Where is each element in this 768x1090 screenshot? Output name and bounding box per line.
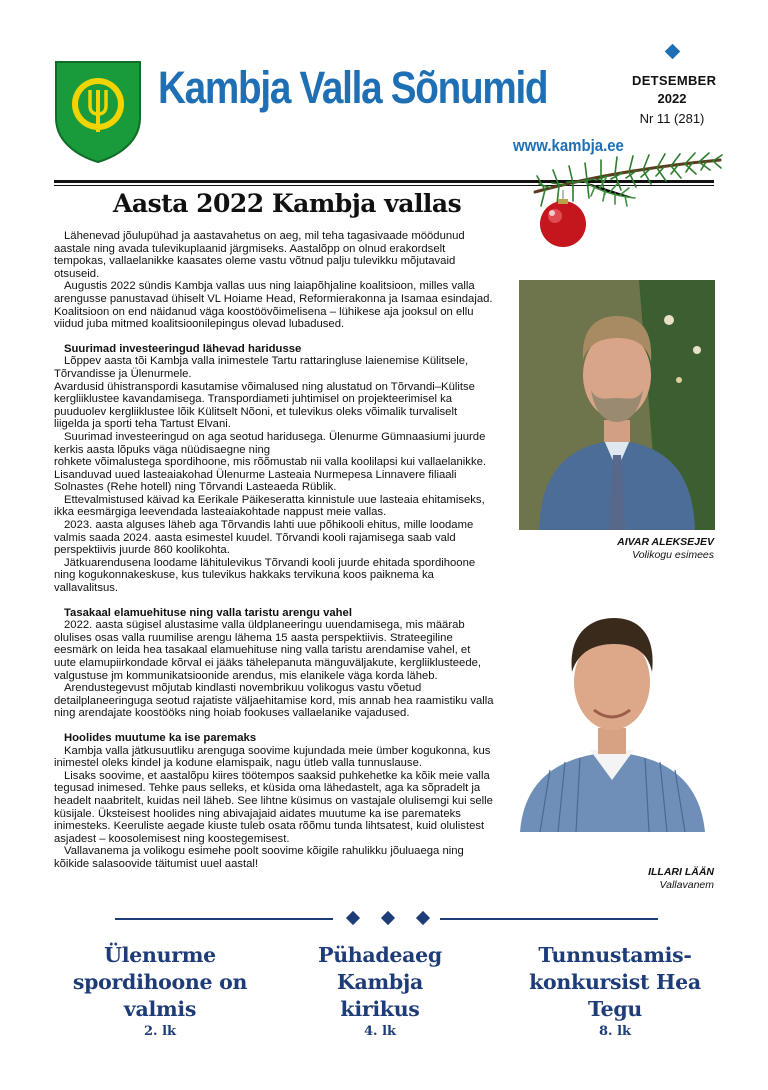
- teaser-page-ref: 8. lk: [598, 1024, 632, 1039]
- photo-caption: [648, 866, 714, 892]
- teaser-title-line: Tegu: [588, 997, 642, 1021]
- teaser-award[interactable]: [515, 942, 715, 1039]
- article-headline: Aasta 2022 Kambja vallas: [113, 189, 462, 218]
- article-paragraph: rohkete võimalustega spordihoone, mis rõõmustab nii valla koolilapsi kui vallaelanikke. Lisanduvad uued lasteaiakohad Ülenurme Lasteaia Nurmepesa Linnavere filiaali Solnastes (Rehe hotell) ning Tõrvandi Lasteaeda Rüblik.: [54, 456, 487, 494]
- article-body: [54, 230, 494, 871]
- diamond-ornament: [346, 911, 360, 925]
- photo-caption: [617, 536, 714, 562]
- teaser-sports-hall[interactable]: [62, 942, 258, 1039]
- article-paragraph: Ettevalmistused käivad ka Eerikale Päikeseratta kinnistule uue lasteaia ehitamiseks, ikka eesmärgiga leevendada lasteaiakohtade nappust meie vallas.: [54, 493, 485, 519]
- caption-name: AIVAR ALEKSEJEV: [617, 536, 714, 548]
- article-paragraph: Avardusid ühistranspordi kasutamise võimalused ning alustatud on Tõrvandi–Külitse kergliiklustee kavandamisega. Transpordiameti juhtimisel on projekteerimisel ka puuduolev kergliiklustee lõik Külitselt Nõoni, et tulevikus oleks võimalik turvaliselt liigelda ja sporti teha Tartust Elvani.: [54, 380, 475, 431]
- portrait-photo-mayor: [510, 600, 715, 832]
- issue-year: 2022: [657, 91, 687, 106]
- portrait-photo-chairman: [519, 280, 715, 530]
- christmas-branch-ornament: [525, 150, 730, 250]
- article-paragraph: Vallavanema ja volikogu esimehe poolt soovime kõigile rahulikku jõuluaega ning kõikide salasoovide täitumist uuel aastal!: [54, 845, 464, 870]
- caption-name: ILLARI LÄÄN: [648, 866, 714, 878]
- teaser-title-line: kirikus: [340, 997, 420, 1021]
- section-heading: Hoolides muutume ka ise paremaks: [64, 731, 257, 744]
- issue-info: [632, 40, 717, 126]
- municipality-crest: [54, 60, 142, 164]
- issue-month: DETSEMBER: [632, 73, 717, 88]
- footer-rule: [440, 918, 658, 920]
- article-paragraph: 2023. aasta alguses läheb aga Tõrvandis lahti uue põhikooli ehitus, mille loodame valmis saada 2024. aasta esimestel kuudel. Tõrvandi kooli rajamisega saab vald perspektiivis juurde 860 koolikohta.: [54, 519, 474, 557]
- article-paragraph: Lõppev aasta tõi Kambja valla inimestele Tartu rattaringluse laienemise Külitsele, Tõrvandisse ja Ülenurmele.: [54, 355, 469, 380]
- caption-role: Volikogu esimees: [632, 549, 714, 561]
- teaser-title-line: valmis: [123, 997, 197, 1021]
- teaser-title-line: spordihoone on: [72, 970, 248, 994]
- teaser-title-line: Pühadeaeg: [318, 943, 442, 967]
- article-paragraph: Arendustegevust mõjutab kindlasti novembrikuu volikogus vastu võetud detailplaneeringuga seotud rajatiste väljaehitamise kord, mis annab hea raamistiku valla ning arendajate koostööks ning hoiab fookuses vallaelanike vajadused.: [54, 682, 494, 720]
- section-heading: Suurimad investeeringud lähevad haridusse: [64, 342, 302, 355]
- section-heading: Tasakaal elamuehituse ning valla taristu arengu vahel: [64, 606, 352, 619]
- article-paragraph: Lähenevad jõulupühad ja aastavahetus on aeg, mil teha tagasivaade möödunud aastale ning avada tulevikuplaanid järgmiseks. Aastalõpp on olnud erakordselt tempokas, vallaelanikke kaasates oleme vastu võtnud palju tulevikku mõjutavaid otsuseid.: [54, 230, 465, 280]
- newspaper-title: Kambja Valla Sõnumid: [158, 62, 548, 113]
- footer-rule: [115, 918, 333, 920]
- article-paragraph: Jätkuarendusena loodame lähitulevikus Tõrvandi kooli juurde ehitada spordihoone ning kogukonnakeskuse, kus tulevikus hakkaks tervikuna koos paiknema ka vallavalitsus.: [54, 556, 476, 595]
- caption-role: Vallavanem: [659, 879, 714, 891]
- teaser-page-ref: 2. lk: [143, 1024, 177, 1039]
- teaser-church[interactable]: [285, 942, 475, 1039]
- website-link[interactable]: www.kambja.ee: [513, 136, 624, 155]
- diamond-ornament: [416, 911, 430, 925]
- article-paragraph: 2022. aasta sügisel alustasime valla üldplaneeringu uuendamisega, mis määrab olulises osas valla ruumilise arengu lähema 15 aasta perspektiivis. Strateegiline eesmärk on leida hea tasakaal elamuehituse ning valla taristu arendamise vahel, et uute elamupiirkondade kõrval ei jääks tähelepanuta mänguväljakute, kergliiklusteede, valgustuse jm kommunikatsioonide arendus, mis elanikele väga korda läheb.: [54, 619, 482, 682]
- teaser-title-line: Ülenurme: [104, 943, 216, 967]
- article-paragraph: Augustis 2022 sündis Kambja vallas uus ning laiapõhjaline koalitsioon, milles valla arengusse panustavad ühiselt VL Hoiame Head, Reformierakonna ja Isamaa esindajad. Koalitsioon on end näidanud väga koostöövõimelisena – lühikese aja jooksul on ellu viidud juba mitmed koalitsioonilepingus olevad lubadused.: [54, 280, 493, 331]
- article-paragraph: Kambja valla jätkusuutliku arenguga soovime kujundada meie ümber kogukonna, kus inimestel oleks kindel ja kodune elamispaik, nagu ütleb valla tunnuslause.: [54, 744, 491, 770]
- teaser-title-line: Kambja: [336, 970, 424, 994]
- article-paragraph: Lisaks soovime, et aastalõpu kiires töötempos saaksid puhkehetke ka kõik meie valla tegusad inimesed. Tehke paus selleks, et küsida oma lähedastelt, aga ka sõpradelt ja headelt naabritelt, kuidas neil läheb. See lihtne küsimus on vastajale olulisemgi kui selle küsijale. Üksteisest hoolides ning abivajajaid aidates muutume ka ise paremateks inimesteks. Keeruliste aegade kiuste tuleb osata rõõmu tunda lihtsatest, kuid olulistest asjadest – koosolemisest ning koostegemisest.: [54, 769, 493, 845]
- diamond-ornament: [381, 911, 395, 925]
- article-paragraph: Suurimad investeeringud on aga seotud haridusega. Ülenurme Gümnaasiumi juurde kerkis aasta lõpuks väga nüüdisaegne ning: [54, 430, 486, 456]
- teaser-title-line: Tunnustamis-: [538, 943, 692, 967]
- teaser-page-ref: 4. lk: [363, 1024, 397, 1039]
- issue-number: Nr 11 (281): [639, 111, 705, 126]
- teaser-title-line: konkursist Hea: [529, 970, 701, 994]
- diamond-ornament: [664, 44, 680, 60]
